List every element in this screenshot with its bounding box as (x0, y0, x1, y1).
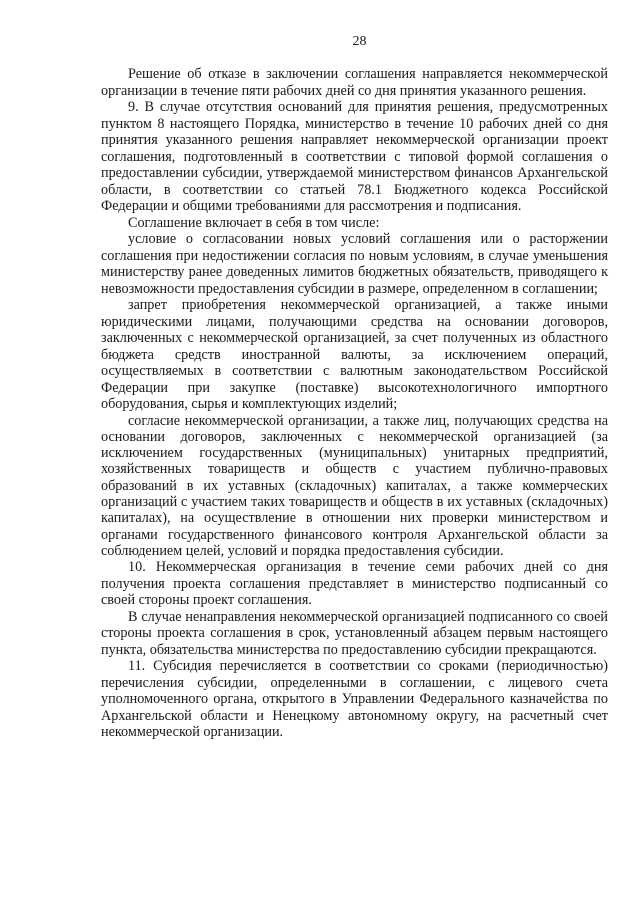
paragraph-agreement-includes: Соглашение включает в себя в том числе: (128, 214, 380, 231)
paragraph-condition-renegotiation: условие о согласовании новых условий соглашения или о расторжении соглашения при недостижении согласия по новым условиям, в случае уменьшения министерству ранее доведенных лимитов бюджетных обязательств, приводящего к невозможности предоставления субсидии в размере, определенном в соглашении; (101, 231, 608, 297)
paragraph-item-10: 10. Некоммерческая организация в течение семи рабочих дней со дня получения проекта соглашения представляет в министерство подписанный со своей стороны проект соглашения. (101, 559, 608, 609)
document-body (101, 66, 608, 741)
paragraph-non-submission: В случае ненаправления некоммерческой организацией подписанного со своей стороны проекта соглашения в срок, установленный абзацем первым настоящего пункта, обязательства министерства по предоставлению субсидии прекращаются. (101, 608, 608, 658)
paragraph-currency-ban: запрет приобретения некоммерческой организацией, а также иными юридическими лицами, получающими средства на основании договоров, заключенных с некоммерческой организацией, за счет полученных из областного бюджета средств иностранной валюты, за исключением операций, осуществляемых в соответствии с валютным законодательством Российской Федерации при закупке (поставке) высокотехнологичного импортного оборудования, сырья и комплектующих изделий; (101, 297, 608, 412)
paragraph-inspection-consent: согласие некоммерческой организации, а также лиц, получающих средства на основании договоров, заключенных с некоммерческой организацией (за исключением государственных (муниципальных) унитарных предприятий, хозяйственных товариществ и обществ с участием публично-правовых образований в их уставных (складочных) капиталах, а также коммерческих организаций с участием таких товариществ и обществ в их уставных (складочных) капиталах), на осуществление в отношении них проверки министерством и органами государственного финансового контроля Архангельской области за соблюдением целей, условий и порядка предоставления субсидии. (101, 412, 608, 559)
page-number: 28 (352, 34, 367, 49)
paragraph-refusal-notice: Решение об отказе в заключении соглашения направляется некоммерческой организации в течение пяти рабочих дней со дня принятия указанного решения. (101, 66, 608, 99)
paragraph-item-11: 11. Субсидия перечисляется в соответствии со сроками (периодичностью) перечисления субсидии, определенными в соглашении, с лицевого счета уполномоченного органа, открытого в Управлении Федерального казначейства по Архангельской области и Ненецкому автономному округу, на расчетный счет некоммерческой организации. (101, 658, 608, 741)
paragraph-item-9: 9. В случае отсутствия оснований для принятия решения, предусмотренных пунктом 8 настоящего Порядка, министерство в течение 10 рабочих дней со дня принятия указанного решения направляет некоммерческой организации проект соглашения, подготовленный в соответствии с типовой формой соглашения о предоставлении субсидии, утверждаемой министерством финансов Архангельской области, в соответствии со статьей 78.1 Бюджетного кодекса Российской Федерации и общими требованиями для рассмотрения и подписания. (101, 99, 608, 214)
